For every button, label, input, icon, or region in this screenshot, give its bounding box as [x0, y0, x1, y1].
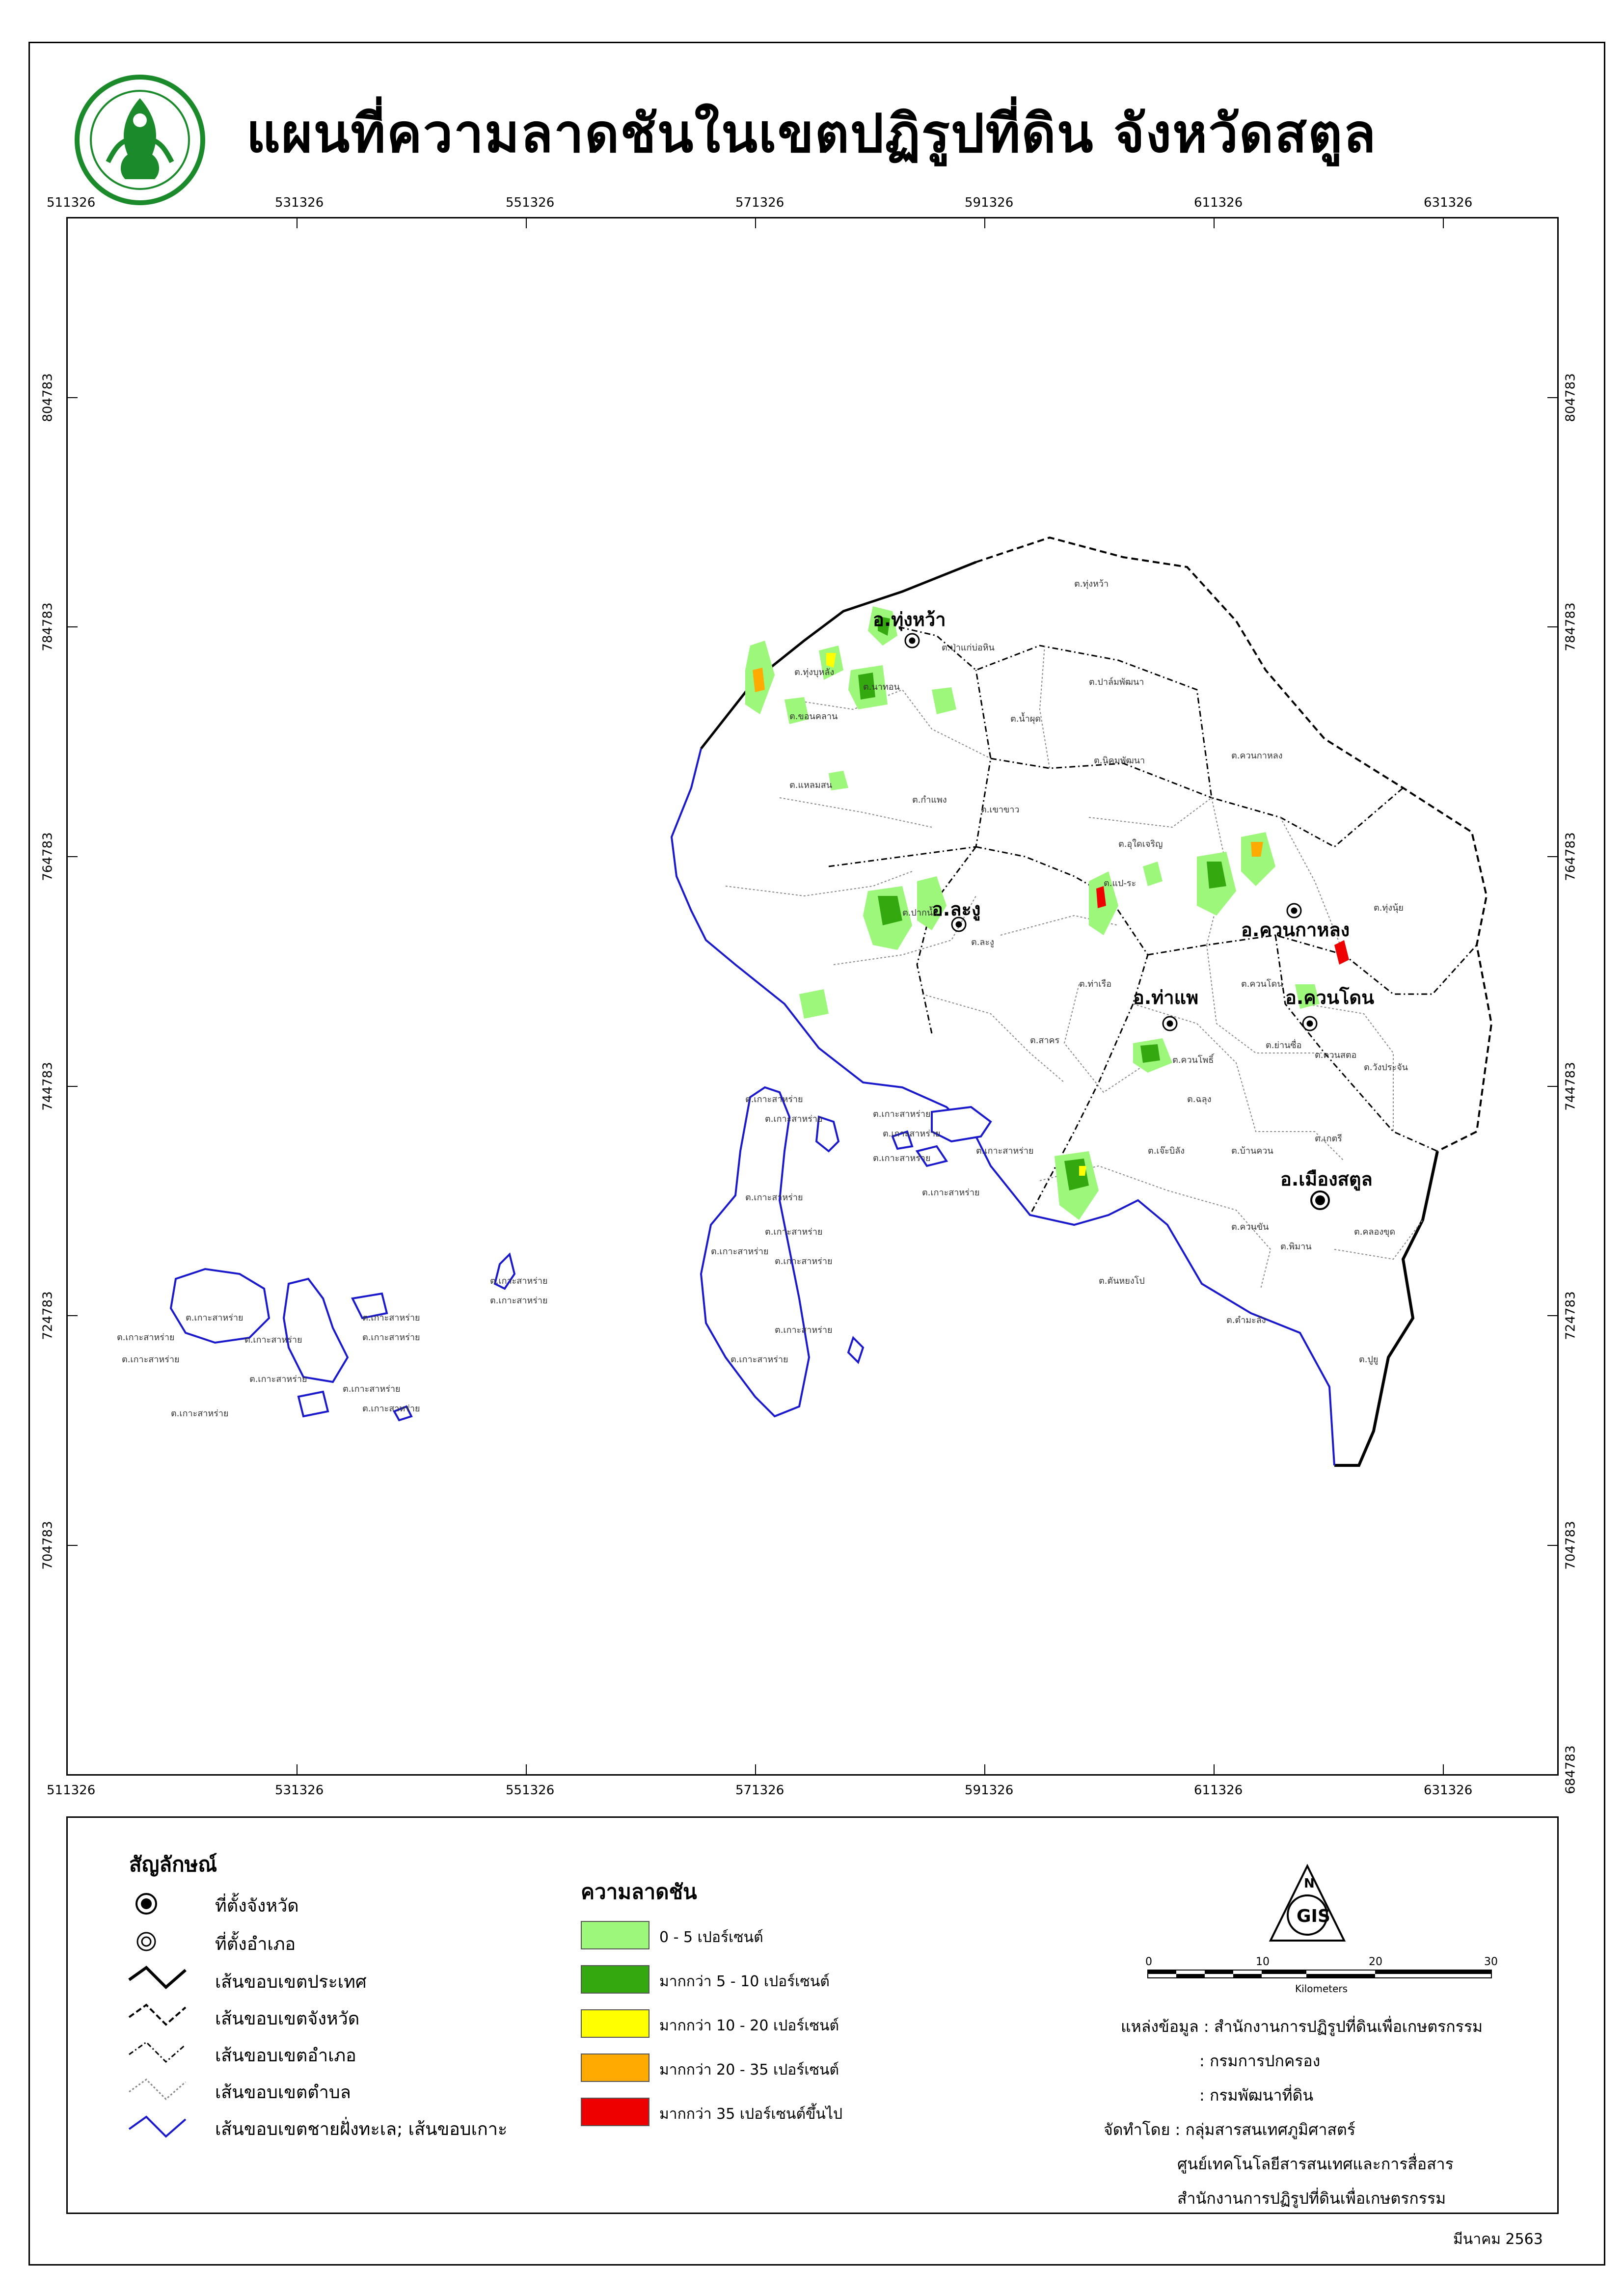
symbol-label: เส้นขอบเขตประเทศ [215, 1972, 367, 1992]
scale-tick: 0 [1145, 1956, 1152, 1968]
island [298, 1392, 328, 1416]
slope-swatch [581, 2009, 649, 2038]
x-label-bottom: 591326 [965, 1783, 1014, 1798]
subdistrict-label: ต.เกาะสาหร่าย [343, 1384, 401, 1394]
subdistrict-label: ต.ควนโพธิ์ [1172, 1055, 1214, 1065]
subdistrict-label: ต.ย่านซื่อ [1266, 1040, 1302, 1051]
subdistrict-label: ต.เกาะสาหร่าย [249, 1374, 307, 1384]
x-label-top: 551326 [506, 195, 555, 210]
slope-label: มากกว่า 10 - 20 เปอร์เซนต์ [659, 2017, 839, 2034]
x-label-bottom: 511326 [47, 1783, 96, 1798]
subdistrict-label: ต.เกาะสาหร่าย [362, 1313, 420, 1323]
slope-label: มากกว่า 35 เปอร์เซนต์ขึ้นไป [659, 2106, 843, 2123]
subdistrict-label: ต.ขอนคลาน [789, 711, 838, 722]
subdistrict-label: ต.นิคมพัฒนา [1094, 756, 1145, 766]
subdistrict-label: ต.เกาะสาหร่าย [922, 1188, 980, 1198]
subdistrict-label: ต.ฉลุง [1187, 1094, 1212, 1105]
y-label-left: 764783 [40, 832, 55, 881]
slope-swatch [581, 2053, 649, 2082]
y-label-left: 744783 [40, 1062, 55, 1111]
slope-swatch [581, 1921, 649, 1949]
slope-swatch [581, 2098, 649, 2126]
y-label-right: 784783 [1563, 602, 1578, 651]
scale-tick: 20 [1369, 1956, 1382, 1968]
scale-bar [1133, 1950, 1506, 2004]
subdistrict-label: ต.เกาะสาหร่าย [775, 1256, 833, 1267]
subdistrict-label: ต.เกาะสาหร่าย [976, 1146, 1034, 1156]
x-label-top: 631326 [1424, 195, 1473, 210]
subdistrict-label: ต.เกาะสาหร่าย [362, 1332, 420, 1343]
north-label: N [1304, 1876, 1315, 1891]
subdistrict-label: ต.ปากน้ำ [902, 908, 938, 918]
subdistrict-label: ต.ควนโดน [1241, 979, 1283, 989]
scale-unit: Kilometers [1295, 1983, 1348, 1995]
north-arrow-icon [1266, 1862, 1349, 1945]
slope-swatch [581, 1965, 649, 1994]
district-label: อ.ควนโดน [1285, 987, 1375, 1008]
subdistrict-label: ต.ละงู [971, 937, 994, 947]
district-label: อ.ละงู [932, 898, 981, 920]
district-seat-icon [132, 1927, 161, 1956]
subdistrict-label: ต.ควนกาหลง [1231, 751, 1283, 761]
islands [171, 1087, 991, 1420]
island [284, 1279, 348, 1382]
district-label: อ.ทุ่งหว้า [873, 609, 946, 630]
x-label-bottom: 531326 [275, 1783, 324, 1798]
subdistrict-label: ต.พิมาน [1280, 1242, 1312, 1252]
district-label: อ.ควนกาหลง [1241, 919, 1350, 941]
subdistrict-label: ต.ป่าแก่บ่อหิน [942, 643, 995, 653]
slope-label: มากกว่า 20 - 35 เปอร์เซนต์ [659, 2061, 839, 2079]
subdistrict-label: ต.เขาขาว [981, 805, 1020, 815]
subdistrict-label: ต.ควนสตอ [1315, 1050, 1357, 1060]
y-label-right: 684783 [1563, 1745, 1578, 1794]
symbol-label: เส้นขอบเขตจังหวัด [215, 2009, 360, 2029]
y-label-right: 764783 [1563, 832, 1578, 881]
x-label-bottom: 571326 [735, 1783, 784, 1798]
source-line: ศูนย์เทคโนโลยีสารสนเทศและการสื่อสาร [1177, 2155, 1454, 2173]
subdistrict-label: ต.เกาะสาหร่าย [171, 1408, 229, 1419]
slope-class-2 [1140, 1044, 1160, 1063]
date-label: มีนาคม 2563 [1453, 2231, 1543, 2248]
source-line: แหล่งข้อมูล : สำนักงานการปฏิรูปที่ดินเพื่อเกษตรกรรม [1121, 2017, 1483, 2036]
subdistrict-label: ต.เจ๊ะบิลัง [1148, 1146, 1185, 1156]
district-label: อ.ท่าแพ [1133, 987, 1199, 1008]
subdistrict-label: ต.เกาะสาหร่าย [873, 1153, 931, 1163]
subdistrict-label: ต.เกาะสาหร่าย [765, 1114, 823, 1124]
subdistrict-label: ต.วังประจัน [1364, 1062, 1408, 1073]
subdistrict-label: ต.เกาะสาหร่าย [745, 1094, 803, 1105]
subdistrict-label: ต.เกาะสาหร่าย [711, 1246, 769, 1257]
y-label-left: 804783 [40, 373, 55, 422]
province-seat-icon [132, 1889, 161, 1918]
slope-class-1 [799, 989, 829, 1019]
slope-label: 0 - 5 เปอร์เซนต์ [659, 1929, 763, 1946]
symbols-title: สัญลักษณ์ [129, 1852, 217, 1876]
subdistrict-label: ต.เกาะสาหร่าย [873, 1109, 931, 1119]
subdistrict-label: ต.สาคร [1030, 1035, 1060, 1046]
district-border-icon [127, 2040, 190, 2064]
y-label-left: 704783 [40, 1521, 55, 1570]
source-line: สำนักงานการปฏิรูปที่ดินเพื่อเกษตรกรรม [1177, 2189, 1446, 2208]
subdistrict-label: ต.เกาะสาหร่าย [883, 1129, 941, 1139]
subdistrict-label: ต.ท่าเรือ [1079, 979, 1112, 989]
subdistrict-label: ต.ทุ่งนุ้ย [1374, 903, 1404, 913]
subdistrict-label: ต.กำแพง [912, 795, 947, 805]
subdistrict-label: ต.เกาะสาหร่าย [730, 1354, 788, 1365]
subdistrict-border-icon [127, 2077, 190, 2102]
subdistrict-label: ต.อุใดเจริญ [1118, 839, 1163, 849]
subdistrict-label: ต.เกตรี [1315, 1134, 1342, 1144]
subdistrict-label: ต.เกาะสาหร่าย [765, 1227, 823, 1237]
map-canvas[interactable] [68, 218, 1557, 1774]
symbol-label: ที่ตั้งจังหวัด [215, 1896, 299, 1916]
subdistrict-label: ต.นาทอน [863, 682, 900, 692]
source-line: : กรมพัฒนาที่ดิน [1199, 2086, 1314, 2105]
x-label-top: 511326 [47, 195, 96, 210]
subdistrict-label: ต.ปูยู [1359, 1354, 1379, 1365]
x-label-bottom: 551326 [506, 1783, 555, 1798]
symbol-label: เส้นขอบเขตตำบล [215, 2082, 351, 2103]
subdistrict-label: ต.เกาะสาหร่าย [122, 1354, 180, 1365]
svg-text:GIS: GIS [1297, 1906, 1330, 1926]
y-label-left: 784783 [40, 602, 55, 651]
scale-tick: 10 [1256, 1956, 1270, 1968]
y-label-right: 804783 [1563, 373, 1578, 422]
province-border-icon [127, 2002, 190, 2027]
x-label-top: 571326 [735, 195, 784, 210]
subdistrict-label: ต.คลองขุด [1354, 1227, 1396, 1237]
subdistrict-label: ต.ปาล์มพัฒนา [1089, 677, 1144, 687]
subdistrict-label: ต.ทุ่งบุหลัง [794, 667, 835, 677]
symbol-label: ที่ตั้งอำเภอ [215, 1934, 296, 1954]
x-label-bottom: 611326 [1194, 1783, 1243, 1798]
subdistrict-label: ต.เกาะสาหร่าย [745, 1192, 803, 1203]
map-title: แผนที่ความลาดชันในเขตปฏิรูปที่ดิน จังหวัดสตูล [246, 103, 1377, 164]
subdistrict-label: ต.เกาะสาหร่าย [117, 1332, 175, 1343]
subdistrict-label: ต.แป-ระ [1104, 878, 1136, 889]
source-line: : กรมการปกครอง [1199, 2052, 1321, 2070]
y-label-left: 724783 [40, 1291, 55, 1340]
y-label-right: 744783 [1563, 1062, 1578, 1111]
island [848, 1338, 863, 1362]
subdistrict-label: ต.แหลมสน [789, 780, 833, 790]
legend-panel [66, 1816, 1559, 2214]
symbol-label: เส้นขอบเขตอำเภอ [215, 2046, 356, 2066]
subdistrict-label: ต.เกาะสาหร่าย [775, 1325, 833, 1335]
y-label-right: 704783 [1563, 1521, 1578, 1570]
map-frame [66, 217, 1559, 1776]
subdistrict-label: ต.เกาะสาหร่าย [186, 1313, 243, 1323]
island [171, 1269, 269, 1343]
subdistrict-label: ต.เกาะสาหร่าย [362, 1404, 420, 1414]
subdistrict-label: ต.บ้านควน [1231, 1146, 1273, 1156]
x-label-bottom: 631326 [1424, 1783, 1473, 1798]
source-line: จัดทำโดย : กลุ่มสารสนเทศภูมิศาสตร์ [1104, 2120, 1355, 2139]
slope-title: ความลาดชัน [581, 1880, 697, 1904]
subdistrict-label: ต.น้ำผุด [1010, 714, 1041, 724]
x-label-top: 611326 [1194, 195, 1243, 210]
symbol-label: เส้นขอบเขตชายฝั่งทะเล; เส้นขอบเกาะ [215, 2119, 508, 2139]
x-label-top: 531326 [275, 195, 324, 210]
slope-label: มากกว่า 5 - 10 เปอร์เซนต์ [659, 1973, 830, 1990]
subdistrict-label: ต.เกาะสาหร่าย [490, 1296, 548, 1306]
scale-tick: 30 [1484, 1956, 1498, 1968]
subdistrict-label: ต.เกาะสาหร่าย [490, 1276, 548, 1286]
y-label-right: 724783 [1563, 1291, 1578, 1340]
country-border-icon [127, 1965, 190, 1990]
subdistrict-label: ต.ทุ่งหว้า [1074, 579, 1109, 589]
subdistrict-label: ต.เกาะสาหร่าย [244, 1335, 302, 1345]
x-label-top: 591326 [965, 195, 1014, 210]
district-label: อ.เมืองสตูล [1280, 1168, 1373, 1190]
coastline-icon [127, 2114, 190, 2139]
subdistrict-label: ต.ควนขัน [1231, 1222, 1269, 1232]
subdistrict-label: ต.ตันหยงโป [1099, 1276, 1145, 1286]
subdistrict-label: ต.ตำมะลัง [1226, 1315, 1266, 1325]
